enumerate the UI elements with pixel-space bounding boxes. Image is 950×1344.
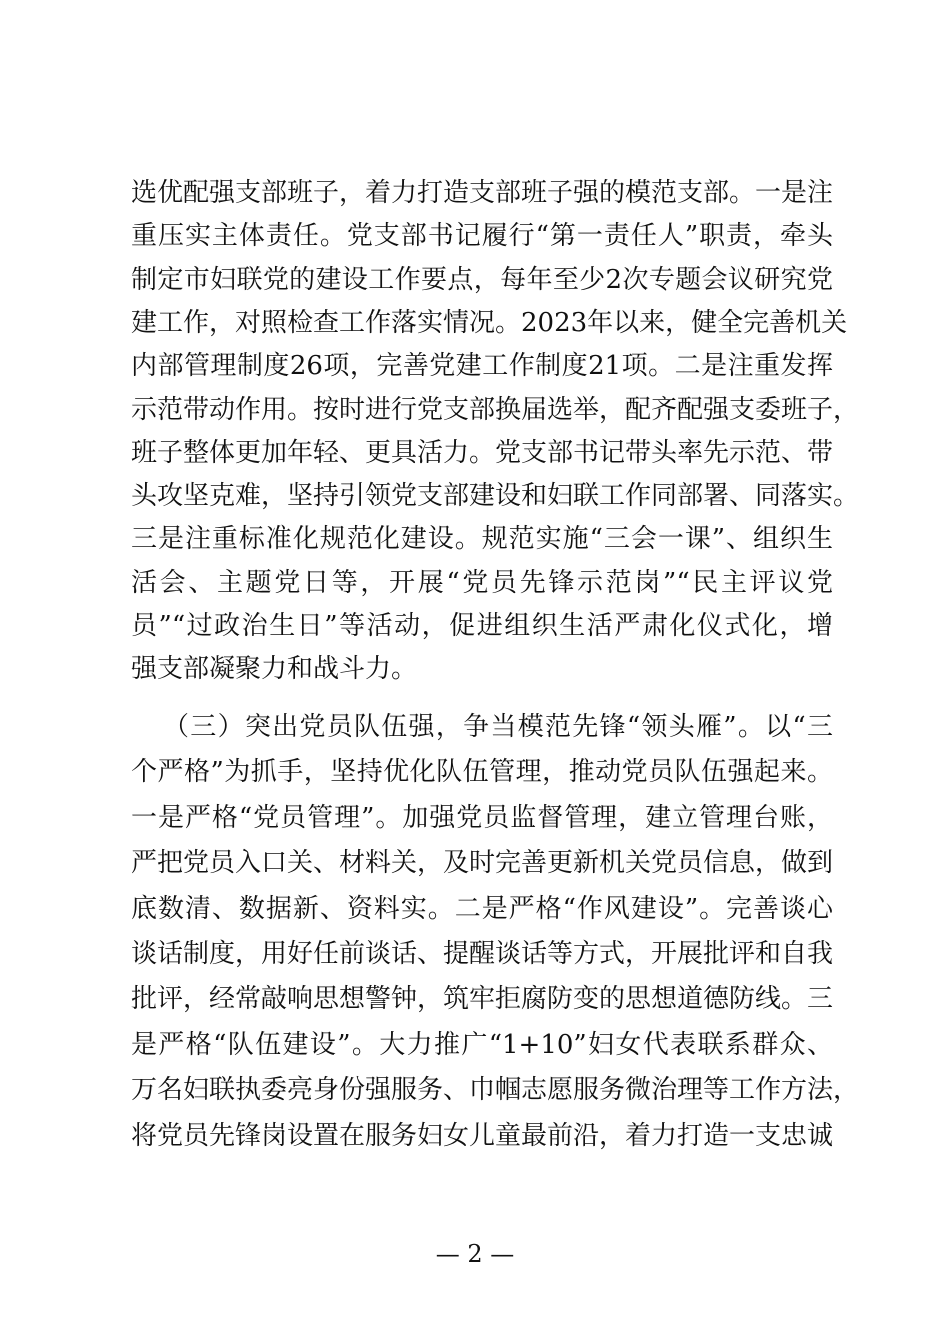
text-line: 个严格”为抓手，坚持优化队伍管理，推动党员队伍强起来。 bbox=[131, 757, 833, 788]
text-line: 强支部凝聚力和战斗力。 bbox=[131, 654, 418, 685]
text-line: 严把党员入口关、材料关，及时完善更新机关党员信息，做到 bbox=[131, 848, 834, 879]
text-line: 头攻坚克难，坚持引领党支部建设和妇联工作同部署、同落实。 bbox=[131, 481, 860, 512]
text-line: 建工作，对照检查工作落实情况。2023年以来，健全完善机关 bbox=[131, 307, 848, 338]
page-number: — 2 — bbox=[435, 1240, 515, 1268]
text-line: 万名妇联执委亮身份强服务、巾帼志愿服务微治理等工作方法， bbox=[131, 1075, 860, 1106]
text-line: 三是注重标准化规范化建设。规范实施“三会一课”、组织生 bbox=[131, 524, 833, 555]
text-line: 班子整体更加年轻、更具活力。党支部书记带头率先示范、带 bbox=[131, 437, 834, 468]
text-line: 一是严格“党员管理”。加强党员监督管理，建立管理台账， bbox=[131, 802, 833, 833]
text-line: 重压实主体责任。党支部书记履行“第一责任人”职责，牵头 bbox=[131, 221, 833, 252]
text-line: 选优配强支部班子，着力打造支部班子强的模范支部。一是注 bbox=[131, 178, 834, 208]
text-line: 将党员先锋岗设置在服务妇女儿童最前沿，着力打造一支忠诚 bbox=[131, 1120, 834, 1151]
text-line: 示范带动作用。按时进行党支部换届选举，配齐配强支委班子， bbox=[131, 394, 860, 425]
text-line: 活会、主题党日等，开展“党员先锋示范岗”“民主评议党 bbox=[131, 567, 833, 598]
text-line: 底数清、数据新、资料实。二是严格“作风建设”。完善谈心 bbox=[131, 893, 833, 924]
text-line: 批评，经常敲响思想警钟，筑牢拒腐防变的思想道德防线。三 bbox=[131, 984, 834, 1015]
text-line: （三）突出党员队伍强，争当模范先锋“领头雁”。以“三 bbox=[163, 712, 833, 742]
text-line: 是严格“队伍建设”。大力推广“1+10”妇女代表联系群众、 bbox=[131, 1029, 833, 1060]
text-line: 员”“过政治生日”等活动，促进组织生活严肃化仪式化，增 bbox=[131, 611, 833, 641]
text-line: 内部管理制度26项，完善党建工作制度21项。二是注重发挥 bbox=[131, 351, 833, 382]
text-line: 谈话制度，用好任前谈话、提醒谈话等方式，开展批评和自我 bbox=[131, 939, 834, 969]
text-line: 制定市妇联党的建设工作要点，每年至少2次专题会议研究党 bbox=[131, 264, 833, 295]
